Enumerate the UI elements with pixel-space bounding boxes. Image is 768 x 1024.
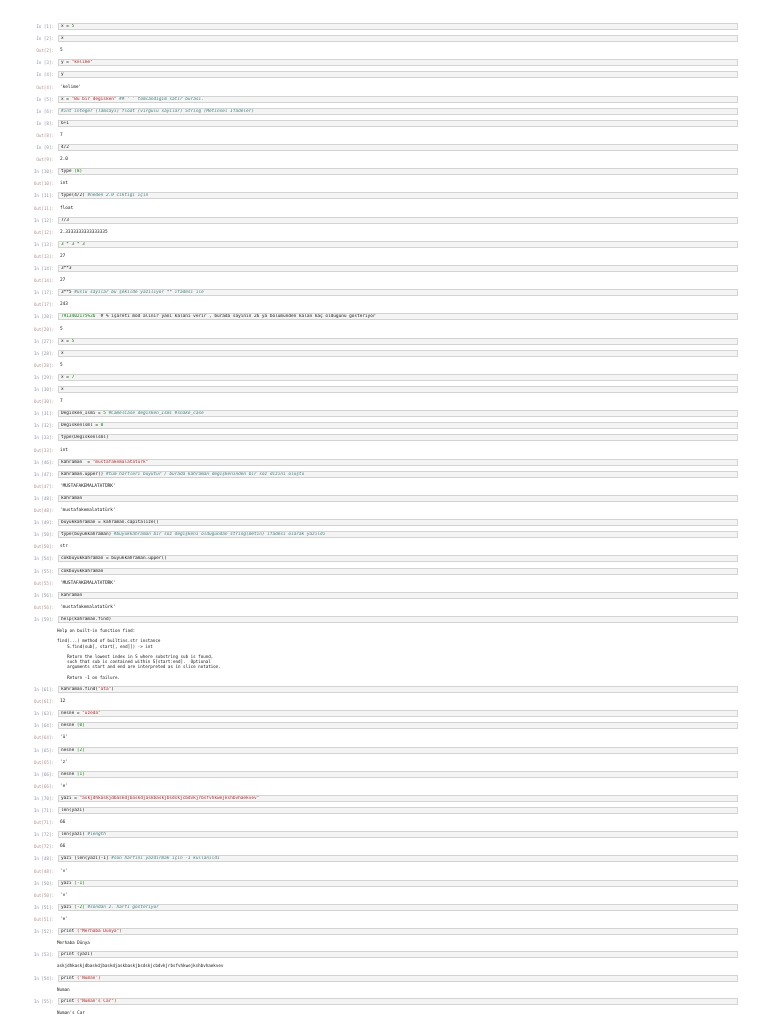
input-prompt: In [48]: [33, 856, 54, 862]
input-prompt: In [12]: [33, 217, 54, 223]
code-token: y = [61, 60, 72, 66]
output-value: float [60, 205, 74, 211]
code-token: #length [87, 832, 106, 838]
code-token: 3**3 [61, 266, 72, 271]
code-cell-editor[interactable] [58, 880, 738, 887]
input-prompt: In [3]: [36, 60, 54, 66]
code-cell-editor[interactable] [58, 831, 738, 838]
code-token: help(kahraman.find) [61, 616, 112, 622]
input-prompt: In [27]: [33, 338, 54, 344]
input-prompt: In [65]: [33, 747, 54, 753]
input-prompt: In [8]: [36, 120, 54, 126]
code-cell-editor[interactable] [58, 951, 738, 958]
code-cell-editor[interactable] [58, 495, 738, 502]
output-value: 7 [60, 399, 63, 405]
input-prompt: In [54]: [33, 556, 54, 562]
input-prompt: In [59]: [33, 616, 54, 622]
code-token: 8 [100, 423, 104, 429]
input-prompt: In [32]: [33, 423, 54, 429]
code-token: #buyukkahraman bir söz değişkeni olduğundan string(metin) ifadesi olarak yazıldı [113, 532, 326, 538]
code-cell-editor[interactable] [58, 459, 738, 466]
output-prompt: Out[10]: [33, 181, 54, 187]
code-cell-editor[interactable] [58, 410, 738, 417]
input-prompt: In [66]: [33, 771, 54, 777]
code-cell-editor[interactable] [58, 120, 738, 127]
input-prompt: In [50]: [33, 532, 54, 538]
input-prompt: In [33]: [33, 435, 54, 441]
code-token: "askjdhkaskjdbaskdjbaskdjaskbaskjbsdskjcbdvkjrbsfvhkwejkshbvhaekvev" [79, 795, 260, 801]
output-prompt: Out[47]: [33, 483, 54, 489]
code-token: ("Merhaba Dünya") [76, 929, 122, 934]
output-prompt: Out[11]: [33, 205, 54, 211]
input-prompt: In [31]: [33, 411, 54, 417]
code-cell-editor[interactable] [58, 168, 738, 175]
output-value: 'kelime' [60, 84, 82, 90]
code-token: #neden 2.0 cıktığı için [87, 193, 149, 199]
output-prompt: Out[33]: [33, 447, 54, 453]
output-prompt: Out[4]: [36, 84, 54, 90]
code-token: #tüm harfleri büyütür / burada kahraman değişkeninden bir söz dizini oluştu [105, 471, 305, 477]
code-token: cokbuyukkahraman [61, 568, 104, 574]
output-value: 27 [60, 253, 66, 259]
output-prompt: Out[28]: [33, 362, 54, 368]
stream-text: askjdhkaskjdbaskdjbaskdjaskbaskjbsdskjcbdvkjrbsfvhkwejkshbvhaekvev [57, 963, 224, 969]
code-token: cokbuyukkahraman = buyukkahraman.upper() [61, 556, 167, 562]
code-cell-editor[interactable] [58, 422, 738, 429]
code-token: ('Numan') [76, 975, 101, 981]
output-value: int [60, 447, 68, 453]
output-prompt: Out[55]: [33, 580, 54, 586]
code-token: ) [111, 687, 114, 692]
output-prompt: Out[48]: [33, 868, 54, 874]
code-token: 3 * 3 * 3 [61, 241, 85, 247]
code-token: kahraman = [61, 459, 93, 465]
input-prompt: In [5]: [36, 96, 54, 102]
output-value: 'v' [60, 892, 68, 898]
input-prompt: In [48]: [33, 495, 54, 501]
code-token: yazi = [61, 795, 80, 801]
output-value: 'MUSTAFAKEMALATATÜRK' [60, 580, 116, 586]
code-cell-editor[interactable] [58, 616, 738, 623]
code-cell-editor[interactable] [58, 23, 738, 30]
output-prompt: Out[50]: [33, 892, 54, 898]
code-cell-editor[interactable] [58, 217, 738, 224]
code-cell-editor[interactable] [58, 471, 738, 478]
code-cell-editor[interactable] [58, 975, 738, 982]
output-value: 'v' [60, 868, 68, 874]
code-token: 4/2 [61, 145, 69, 150]
input-prompt: In [11]: [33, 193, 54, 199]
code-cell-editor[interactable] [58, 928, 738, 935]
output-prompt: Out[61]: [33, 699, 54, 705]
code-token: #CamelCase degisken_Ismi #snake_case [105, 411, 204, 417]
code-cell-editor[interactable] [58, 568, 738, 575]
code-token: print [61, 929, 77, 934]
code-cell-editor[interactable] [58, 35, 738, 42]
code-cell-editor[interactable] [58, 108, 738, 115]
input-prompt: In [2]: [36, 36, 54, 42]
code-token: x [61, 350, 64, 356]
input-prompt: In [51]: [33, 904, 54, 910]
output-prompt: Out[64]: [33, 735, 54, 741]
input-prompt: In [49]: [33, 520, 54, 526]
code-token: x = [61, 338, 72, 344]
input-prompt: In [52]: [33, 929, 54, 934]
output-prompt: Out[56]: [33, 604, 54, 610]
code-token: y [61, 72, 64, 78]
code-cell-editor[interactable] [58, 855, 738, 862]
stream-text: Help on built-in function find: find(...) method of builtins.str instance S.find(sub[, start[, end]]) -> int Return the lowest index in S where substring sub is found, such that sub is contained within S[start:end]. Optional arguments start and end are interpreted as in slice notation. Return -1 on failure. [57, 628, 221, 680]
code-cell-editor[interactable] [58, 350, 738, 357]
code-token: ("Numan's Car") [76, 998, 117, 1004]
code-token: 7913402175%26 [61, 314, 96, 320]
input-prompt: In [64]: [33, 723, 54, 729]
code-token: nesne [61, 723, 77, 729]
output-prompt: Out[50]: [33, 544, 54, 550]
code-cell-editor[interactable] [58, 289, 738, 296]
code-token: #üslü sayılar bu şekilde yazılıyor ** ifadesi ile [74, 290, 204, 296]
code-token: x = [61, 374, 72, 380]
code-cell-editor[interactable] [58, 998, 738, 1005]
code-token: #int integer (Tamsayı) float (virgülü sayılar) String (Metinsel İfadeler) [61, 108, 254, 114]
output-prompt: Out[8]: [36, 132, 54, 138]
code-cell-editor[interactable] [58, 592, 738, 599]
code-token: Degisken_Ismi = [61, 411, 104, 417]
code-token: x [61, 36, 64, 42]
output-prompt: Out[17]: [33, 302, 54, 308]
code-token: buyukkahraman = kahraman.capitalize() [61, 520, 159, 526]
input-prompt: In [10]: [33, 169, 54, 175]
output-prompt: Out[9]: [36, 157, 54, 163]
input-prompt: In [30]: [33, 387, 54, 392]
code-cell-editor[interactable] [58, 771, 738, 778]
code-token: "kelime" [71, 60, 93, 66]
code-token: Degiskenlsml = [61, 423, 101, 429]
code-token: nesne [61, 747, 77, 753]
code-token: kahraman [61, 592, 83, 598]
input-prompt: In [9]: [36, 145, 54, 150]
code-token: print [61, 998, 77, 1004]
input-prompt: In [61]: [33, 687, 54, 692]
code-token: x = [61, 24, 72, 29]
output-prompt: Out[2]: [36, 48, 54, 54]
input-prompt: In [13]: [33, 241, 54, 247]
code-cell-editor[interactable] [58, 747, 738, 754]
code-token: [-1] [74, 880, 85, 886]
input-prompt: In [55]: [33, 568, 54, 574]
input-prompt: In [20]: [33, 314, 54, 320]
output-prompt: Out[12]: [33, 229, 54, 235]
code-cell-editor[interactable] [58, 555, 738, 562]
input-prompt: In [4]: [36, 72, 54, 78]
output-prompt: Out[13]: [33, 253, 54, 259]
output-prompt: Out[71]: [33, 820, 54, 826]
output-value: 'mustafakemalatatürk' [60, 604, 116, 610]
code-cell-editor[interactable] [58, 96, 738, 103]
input-prompt: In [53]: [33, 952, 54, 958]
code-cell-editor[interactable] [58, 531, 738, 538]
input-prompt: In [50]: [33, 880, 54, 886]
code-cell-editor[interactable] [58, 374, 738, 381]
output-prompt: Out[66]: [33, 783, 54, 789]
input-prompt: In [14]: [33, 266, 54, 271]
code-cell-editor[interactable] [58, 686, 738, 693]
code-token: #sondan 2. harfi gösteriyor [87, 904, 159, 910]
output-value: 'ü' [60, 735, 68, 741]
code-token: [-2] [74, 904, 88, 910]
output-prompt: Out[72]: [33, 844, 54, 850]
code-token: type(4/2) [61, 193, 88, 199]
code-cell-editor[interactable] [58, 144, 738, 151]
code-token: kahraman.upper() [61, 471, 106, 477]
code-cell-editor[interactable] [58, 722, 738, 729]
code-token: ## ' ' tomlandığım satır burası. [116, 96, 204, 102]
code-token: #son harfini yazdırmak için -1 kullanıldı [111, 856, 220, 862]
code-token: "mustafakemalatatürk" [92, 459, 149, 465]
input-prompt: In [47]: [33, 471, 54, 477]
output-prompt: Out[30]: [33, 399, 54, 405]
output-prompt: Out[14]: [33, 278, 54, 284]
code-cell-editor[interactable] [58, 313, 738, 320]
output-value: 'e' [60, 783, 68, 789]
code-token: yazi [61, 904, 75, 910]
code-token: x [61, 387, 64, 392]
input-prompt: In [72]: [33, 832, 54, 838]
code-cell-editor[interactable] [58, 434, 738, 441]
stream-text: Numan [57, 986, 70, 992]
input-prompt: In [55]: [33, 998, 54, 1004]
stream-text: Numan's Car [57, 1010, 85, 1015]
code-cell-editor[interactable] [58, 338, 738, 345]
code-cell-editor[interactable] [58, 192, 738, 199]
code-cell-editor[interactable] [58, 59, 738, 66]
input-prompt: In [63]: [33, 711, 54, 717]
output-value: 66 [60, 820, 66, 826]
code-token: 6+1 [61, 120, 69, 126]
code-cell-editor[interactable] [58, 241, 738, 248]
output-value: 2.0 [60, 157, 68, 163]
code-token: print [61, 975, 77, 981]
output-value: 2.3333333333333335 [60, 229, 108, 235]
input-prompt: In [54]: [33, 975, 54, 981]
code-token: kahraman.find( [61, 687, 99, 692]
stream-text: Merhaba Dünya [57, 940, 90, 946]
input-prompt: In [70]: [33, 795, 54, 801]
code-token: 5 [71, 24, 75, 29]
code-token: [0] [76, 723, 85, 729]
input-prompt: In [1]: [36, 24, 54, 29]
output-prompt: Out[48]: [33, 508, 54, 513]
code-token: print (yazi) [61, 952, 93, 958]
code-cell-editor[interactable] [58, 795, 738, 802]
output-value: int [60, 181, 68, 187]
code-token: "Bu bir degisken" [71, 96, 117, 102]
input-prompt: In [46]: [33, 459, 54, 465]
code-token: type [61, 169, 75, 175]
input-prompt: In [71]: [33, 808, 54, 813]
code-cell-editor[interactable] [58, 71, 738, 78]
code-cell-editor[interactable] [58, 710, 738, 717]
code-token: (8) [74, 169, 83, 175]
code-token: # % işareti mod alınır yani kalanı verir , burada sayının 26 ya bölümünden kalan kaç olduğunu gösteriyor [95, 314, 376, 320]
code-cell-editor[interactable] [58, 519, 738, 526]
output-value: 12 [60, 699, 66, 705]
code-token: "ata" [98, 687, 112, 692]
code-token: len(yazi) [61, 808, 85, 813]
output-value: 'MUSTAFAKEMALATATÜRK' [60, 483, 116, 489]
code-token: [1] [76, 771, 85, 777]
code-token: nesne = [61, 711, 83, 717]
output-value: 5 [60, 326, 63, 332]
code-token: 7/3 [61, 217, 69, 223]
input-prompt: In [56]: [33, 592, 54, 598]
output-value: 243 [60, 302, 68, 308]
code-token: 5 [103, 411, 106, 417]
code-token: 5 [71, 338, 75, 344]
output-value: 5 [60, 362, 63, 368]
output-prompt: Out[65]: [33, 759, 54, 765]
input-prompt: In [28]: [33, 350, 54, 356]
code-token: 7 [71, 374, 75, 380]
code-token: [2] [76, 747, 85, 753]
code-token: yazi [len(yazi)-1] [61, 856, 112, 862]
code-token: kahraman [61, 495, 83, 501]
output-value: 5 [60, 48, 63, 54]
output-value: 66 [60, 844, 66, 850]
output-value: 7 [60, 132, 63, 138]
code-cell-editor[interactable] [58, 807, 738, 814]
code-cell-editor[interactable] [58, 265, 738, 272]
input-prompt: In [29]: [33, 374, 54, 380]
code-cell-editor[interactable] [58, 386, 738, 393]
code-token: nesne [61, 771, 77, 777]
code-token: type(buyukkahraman) [61, 532, 114, 538]
code-token: type(Degiskenlsml) [61, 435, 109, 441]
input-prompt: In [6]: [36, 108, 54, 114]
output-value: 'mustafakemalatatürk' [60, 508, 116, 513]
code-cell-editor[interactable] [58, 904, 738, 911]
code-token: yazi [61, 880, 75, 886]
output-value: str [60, 544, 68, 550]
output-value: 27 [60, 278, 66, 284]
code-token: x = [61, 96, 72, 102]
code-token: 3**5 [61, 290, 75, 296]
code-token: "üzeda" [82, 711, 101, 717]
output-prompt: Out[51]: [33, 916, 54, 922]
output-value: 'e' [60, 916, 68, 922]
input-prompt: In [17]: [33, 290, 54, 296]
output-value: 'z' [60, 759, 68, 765]
code-token: len(yazi) [61, 832, 88, 838]
output-prompt: Out[20]: [33, 326, 54, 332]
